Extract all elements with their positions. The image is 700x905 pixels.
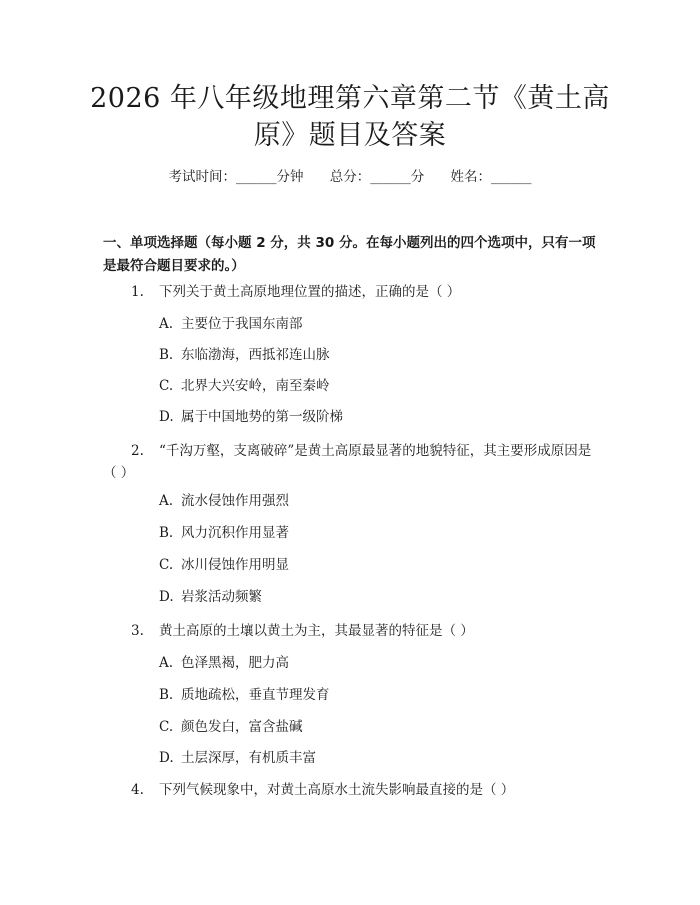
option-text: 土层深厚，有机质丰富 [181,750,316,766]
option-letter: D. [159,750,174,766]
question-2 [103,440,603,484]
question-1-option-c [159,377,330,395]
question-3-option-c [159,718,303,736]
option-letter: C. [159,557,174,573]
question-number: 3. [131,623,144,639]
exam-time-field: 考试时间：______分钟 [168,169,304,185]
exam-info-line [0,168,700,186]
question-3-option-a [159,654,289,672]
option-letter: B. [159,347,174,363]
question-2-option-c [159,556,289,574]
option-letter: D. [159,409,174,425]
option-text: 北界大兴安岭，南至秦岭 [181,378,330,394]
question-number: 4. [131,782,144,798]
option-letter: A. [159,655,174,671]
question-number: 2. [131,443,144,459]
exam-score-field: 总分：______分 [329,169,425,185]
question-text: 下列关于黄土高原地理位置的描述，正确的是（ ） [159,284,461,300]
option-text: 质地疏松，垂直节理发育 [181,687,330,703]
option-text: 色泽黑褐，肥力高 [181,655,289,671]
question-4 [103,779,603,801]
option-letter: A. [159,316,174,332]
question-3-option-d [159,749,316,767]
option-text: 颜色发白，富含盐碱 [181,719,303,735]
option-text: 属于中国地势的第一级阶梯 [181,409,343,425]
option-letter: B. [159,525,174,541]
question-1-option-a [159,315,303,333]
option-letter: D. [159,589,174,605]
option-letter: C. [159,378,174,394]
option-text: 风力沉积作用显著 [181,525,289,541]
document-title: 2026 年八年级地理第六章第二节《黄土高原》题目及答案 [90,83,610,151]
question-1 [103,281,603,303]
option-text: 流水侵蚀作用强烈 [181,493,289,509]
question-1-option-d [159,408,343,426]
exam-name-field: 姓名：______ [450,169,532,185]
question-2-option-d [159,588,262,606]
option-letter: A. [159,493,174,509]
option-letter: B. [159,687,174,703]
section-heading: 一、单项选择题（每小题 2 分，共 30 分。在每小题列出的四个选项中，只有一项是最符合题目要求的。） [103,235,596,274]
option-letter: C. [159,719,174,735]
option-text: 东临渤海，西抵祁连山脉 [181,347,330,363]
question-3 [103,620,603,642]
option-text: 岩浆活动频繁 [181,589,262,605]
question-3-option-b [159,686,330,704]
question-text: 黄土高原的土壤以黄土为主，其最显著的特征是（ ） [159,623,474,639]
question-2-option-b [159,524,289,542]
question-text: 下列气候现象中，对黄土高原水土流失影响最直接的是（ ） [159,782,515,798]
question-2-option-a [159,492,289,510]
option-text: 冰川侵蚀作用明显 [181,557,289,573]
question-number: 1. [131,284,144,300]
option-text: 主要位于我国东南部 [181,316,303,332]
question-1-option-b [159,346,330,364]
question-text: “千沟万壑，支离破碎”是黄土高原最显著的地貌特征，其主要形成原因是（ ） [103,443,592,481]
